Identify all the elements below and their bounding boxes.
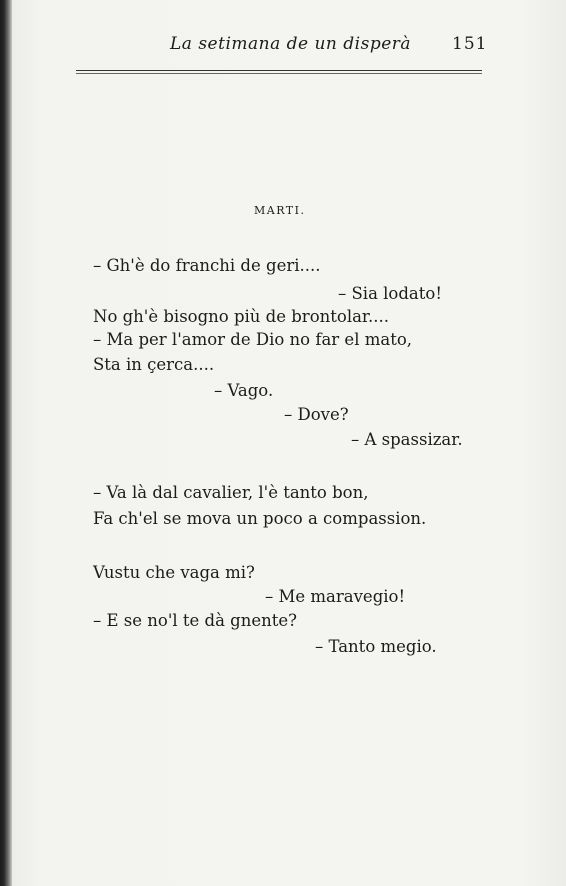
verse-line: – E se no'l te dà gnente? [93, 611, 297, 630]
verse-line: – Gh'è do franchi de geri.... [93, 256, 321, 275]
verse-line: – Ma per l'amor de Dio no far el mato, [93, 330, 413, 349]
verse-line: Vustu che vaga mi? [93, 563, 255, 582]
verse-line: – Dove? [284, 405, 349, 424]
page-number: 151 [452, 34, 488, 54]
verse-line: – Va là dal cavalier, l'è tanto bon, [93, 483, 369, 502]
verse-line: – Sia lodato! [338, 284, 442, 303]
verse-line: Fa ch'el se mova un poco a compassion. [93, 509, 427, 528]
verse-line: – Me maravegio! [265, 587, 406, 606]
header-rule [76, 70, 482, 74]
verse-line: – Tanto megio. [315, 637, 437, 656]
verse-line: – A spassizar. [351, 430, 463, 449]
book-spine-edge [0, 0, 12, 886]
section-title: MARTI. [254, 204, 306, 217]
verse-line: Sta in çerca.... [93, 355, 215, 374]
running-title: La setimana de un disperà [170, 34, 412, 54]
verse-line: – Vago. [214, 381, 274, 400]
verse-line: No gh'è bisogno più de brontolar.... [93, 307, 389, 326]
